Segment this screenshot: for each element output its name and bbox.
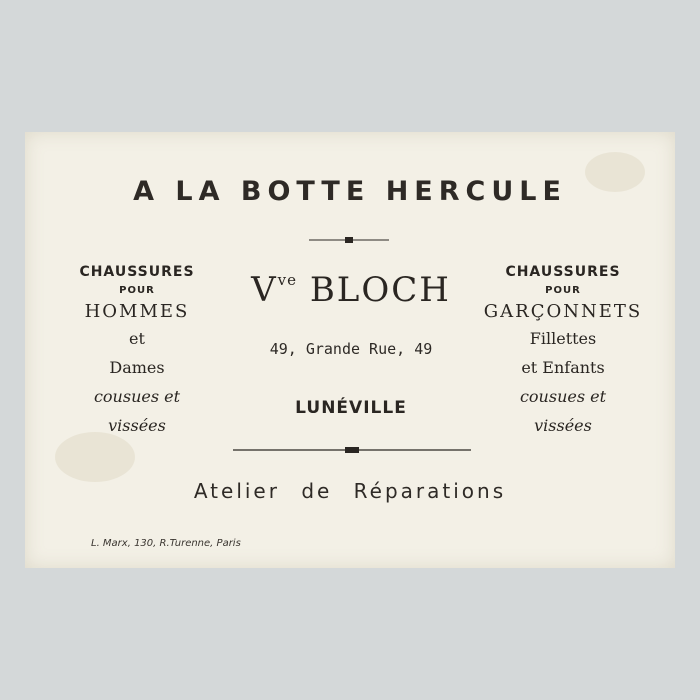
proprietor-name — [223, 270, 479, 310]
left-target2: Dames — [109, 358, 165, 377]
left-pour: POUR — [119, 285, 155, 296]
right-target3: et Enfants — [521, 358, 605, 377]
name-prefix: V — [251, 270, 278, 310]
left-heading: CHAUSSURES — [79, 264, 195, 280]
name-main: BLOCH — [309, 270, 451, 310]
name-prefix-sup: ve — [277, 271, 297, 289]
left-target: HOMMES — [84, 301, 190, 322]
right-target: GARÇONNETS — [483, 301, 643, 322]
business-card — [25, 132, 675, 568]
right-detail1: cousues et — [519, 387, 607, 406]
shop-title: A LA BOTTE HERCULE — [133, 176, 567, 207]
address: 49, Grande Rue, 49 — [269, 340, 433, 358]
city: LUNÉVILLE — [295, 398, 407, 418]
right-heading: CHAUSSURES — [505, 264, 621, 280]
ornament-top — [309, 235, 389, 245]
right-column — [478, 262, 648, 440]
left-detail1: cousues et — [93, 387, 181, 406]
right-target2: Fillettes — [529, 329, 597, 348]
printer-credit: L. Marx, 130, R.Turenne, Paris — [91, 538, 241, 549]
right-pour: POUR — [545, 285, 581, 296]
left-detail2: vissées — [108, 416, 166, 435]
workshop-line: Atelier de Réparations — [193, 479, 507, 503]
left-column — [52, 262, 222, 440]
right-detail2: vissées — [534, 416, 592, 435]
left-conj: et — [129, 329, 145, 348]
ornament-bottom — [233, 445, 471, 455]
